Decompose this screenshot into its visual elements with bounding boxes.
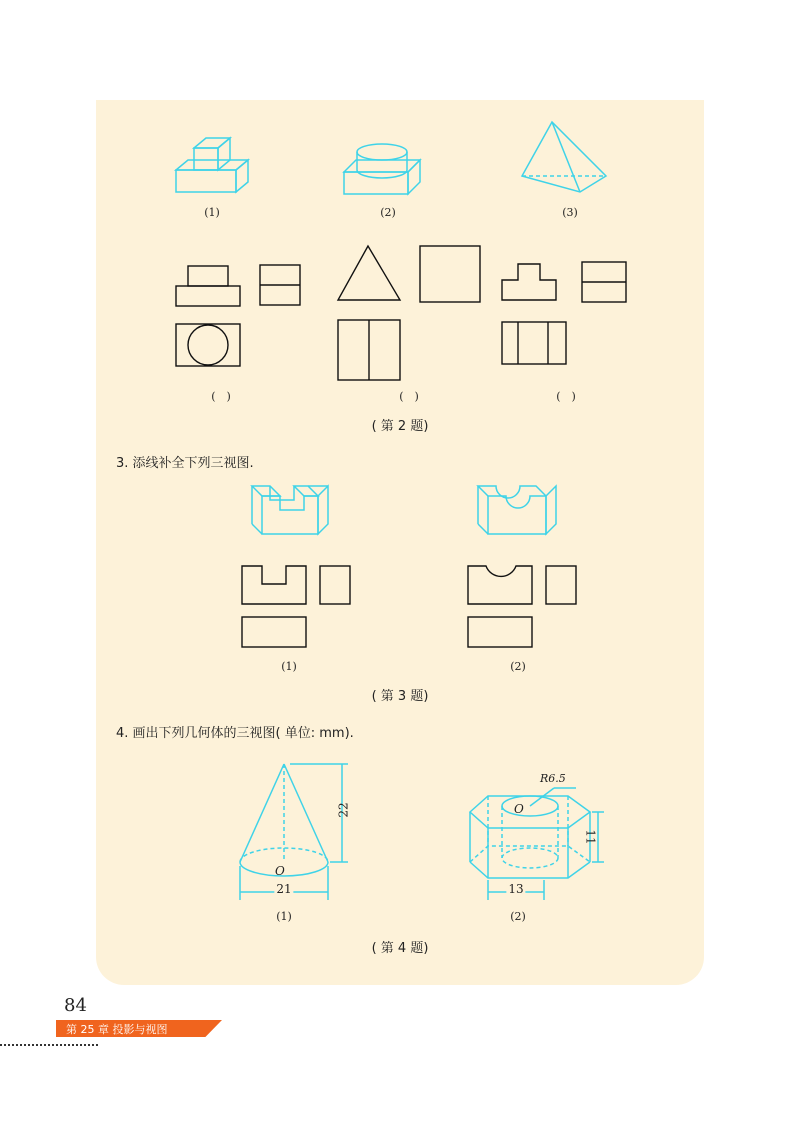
problem4-heading: 4. 画出下列几何体的三视图( 单位: mm). xyxy=(116,726,354,741)
problem2-caption: ( 第 2 题) xyxy=(371,419,429,434)
cone-diameter-label: 21 xyxy=(276,882,292,896)
cone-height-label: 22 xyxy=(336,802,351,818)
solid-label-3: (3) xyxy=(562,206,578,219)
cone xyxy=(240,764,348,900)
problem3-heading: 3. 添线补全下列三视图. xyxy=(116,456,254,471)
chapter-banner xyxy=(56,1020,222,1037)
problem4-label-1: (1) xyxy=(276,910,292,923)
answer-blank-1[interactable]: ( ) xyxy=(211,390,231,403)
solid-label-2: (2) xyxy=(380,206,396,219)
problem3-label-1: (1) xyxy=(281,660,297,673)
problem3-caption: ( 第 3 题) xyxy=(371,689,429,704)
problem4-caption: ( 第 4 题) xyxy=(371,941,429,956)
chapter-title: 第 25 章 投影与视图 xyxy=(66,1023,168,1036)
problem4-label-2: (2) xyxy=(510,910,526,923)
cone-center-label: O xyxy=(275,864,285,878)
footer-dotted-rule xyxy=(0,1044,98,1046)
prism-center-label: O xyxy=(514,802,524,816)
solid-label-1: (1) xyxy=(204,206,220,219)
prism-width-label: 13 xyxy=(508,882,524,896)
problem3-label-2: (2) xyxy=(510,660,526,673)
prism-radius-label: R6.5 xyxy=(540,772,566,785)
prism-height-label: 11 xyxy=(583,829,598,845)
answer-blank-3[interactable]: ( ) xyxy=(556,390,576,403)
answer-blank-2[interactable]: ( ) xyxy=(399,390,419,403)
page-number: 84 xyxy=(64,995,87,1016)
